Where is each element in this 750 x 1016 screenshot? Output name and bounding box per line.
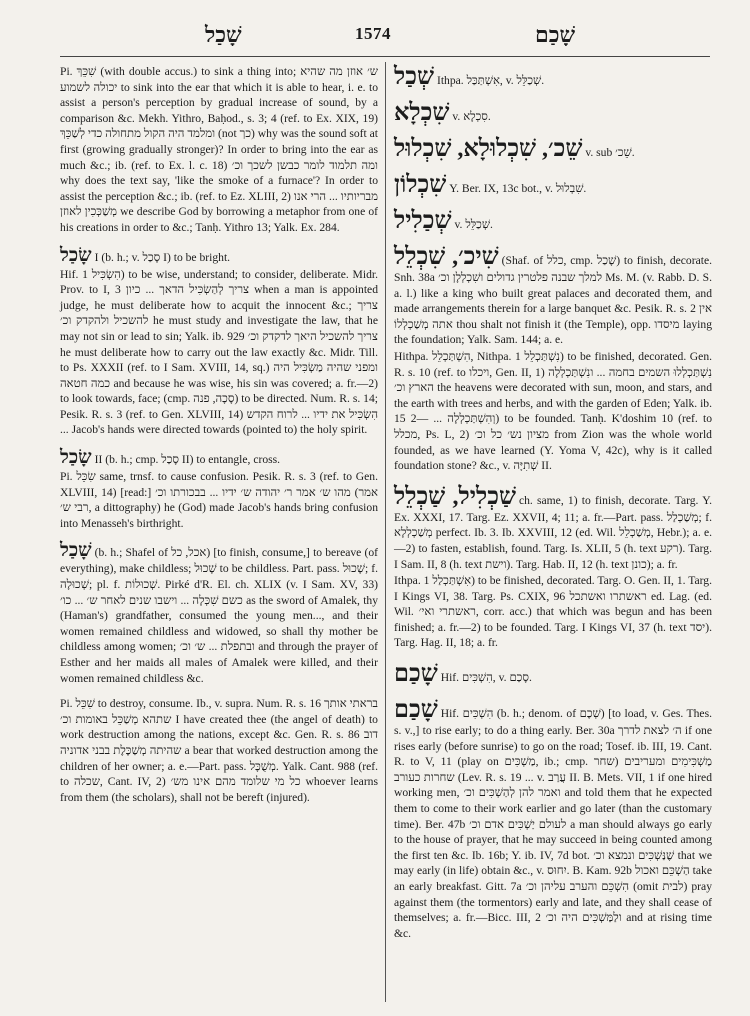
dictionary-entry xyxy=(394,697,712,941)
dictionary-entry xyxy=(394,208,712,234)
entry-paragraph xyxy=(394,661,712,687)
right-column xyxy=(394,64,712,951)
entry-paragraph xyxy=(394,697,712,941)
entry-paragraph xyxy=(60,541,378,686)
dictionary-entry xyxy=(394,64,712,90)
entry-headword: שִׁיכ׳, שִׁכְלֵל xyxy=(394,244,499,270)
column-divider xyxy=(385,62,386,1002)
entry-paragraph xyxy=(394,100,712,126)
entry-headword: שָׁכַם xyxy=(394,661,438,688)
dictionary-entry xyxy=(60,448,378,531)
dictionary-entry xyxy=(394,244,712,474)
entry-text: v. סִכְלָא. xyxy=(452,110,491,123)
entry-text: II (b. h.; cmp. סָכַל II) to entangle, cross. xyxy=(94,453,281,467)
entry-paragraph xyxy=(394,172,712,198)
entry-paragraph xyxy=(394,208,712,234)
entry-text: v. שְׁכַלֵּל. xyxy=(454,218,493,231)
entry-text: Ithpa. אִשְׁתַּכְלַל 1) to be finished, decorated. Targ. O. Gen. II, 1. Targ. I Kings VI, 38. Targ. Ps. CXIX, 96 ראשתרו ואשתכל ed. Lag. (ed. Wil. ראשתרי ואי׳, corr. acc.) that which was begun and has been finished; a. fr.—2) to be founded. Targ. I Kings VI, 37 (h. text יסד). Targ. Hag. II, 18; a. fr. xyxy=(394,574,713,650)
page-number: 1574 xyxy=(355,24,391,43)
dictionary-entry xyxy=(60,64,378,236)
entry-headword: שָׁכַם xyxy=(394,697,438,724)
entry-paragraph xyxy=(60,267,378,439)
entry-text: Hif. הִשְׁכִּים (b. h.; denom. of שְׁכֶם) [to load, v. Ges. Thes. s. v.,] to rise early; to do a thing early. Ber. 30a ה׳ לצאת לדרך if one rises early (before sunrise) to go on the road; Tosef. ib. III, 19. Cant. R. to V, 11 (play on מַשְׁכִּים, ib.; cmp. שחר) מַשְׁכִּימִים ומעריבים שחרות כעורב (Lev. R. s. 19 ... v. עֲרַב II. B. Mets. VII, 1 if one hired working men, ואמר להן לְהַשְׁכִּים וכ׳ and told them that he expected them to come to their work earlier and go later (than the customary time). Ber. 47b לעולם יַשְׁכִּים אדם וכ׳ a man should always go early to the house of prayer, that he may succeed in being counted among the first ten &c. Ib. 16b; Y. ib. IV, 7d bot. שֶׁנַּשְׁכִּים ונמצא וכ׳ that we may early (in life) obtain &c., v. יִחוּס. B. Kam. 92b הַשְׁכֵּם ואכול take an early breakfast. Gitt. 7a הִשְׁכֵּם והערב עליהן וכ׳ (omit לבית) pray against them (the tormentors) early and late, and they shall cease of themselves; a. fr.—Bicc. III, 2 ולַמַּשְׁכִּים היה וכ׳ and at rising time &c. xyxy=(394,707,713,940)
dictionary-entry xyxy=(60,696,378,805)
entry-headword: שֵׁכ׳, שִׁכְלוּלָא, שִׁכְלוּל xyxy=(394,136,583,162)
entry-text: Ithpa. אִשְׁתַּכַּל, v. שְׁכַלֵּל. xyxy=(436,74,545,87)
entry-headword: שָׂכַל xyxy=(60,244,92,266)
entry-paragraph xyxy=(60,64,378,236)
entry-text: Hif. הִשְׂכִּיל 1) to be wise, understand; to consider, deliberate. Midr. Prov. to I, 3 צריך לְהַשְׂכִּיל הדאך ... כיון when a man is appointed judge, he must deliberate how to acquit the innocent &c.; צריך להשכיל ולהקדק וכ׳ he must study and investigate the law, that he may not sin or lead to sin; Yalk. ib. 929 צריך להשכיל היאך לדקדק וכ׳ he must deliberate how to carry out the law exactly &c. Midr. Till. to Ps. XXXII (ref. to I Sam. XVIII, 14, sq.) ומפני שהיה מַשְׂכִּיל היה כמה חטאה and because he was wise, his sin was covered; a. fr.—2) to look towards, face; (cmp. סָכָה, פנה) to be directed. Num. R. s. 14; Pesik. R. s. 3 (ref. to Gen. XLVIII, 14) הִשְׂכִּיל את ידיו ... לרוח הקדש ... Jacob's hands were directed towards (pointed to) the holy spirit. xyxy=(60,267,379,437)
entry-headword: שַׁכְלִיל, שַׁכְלֵל xyxy=(394,483,516,510)
entry-headword: שָׁכַל xyxy=(60,540,92,562)
entry-headword: שִׁכְלוֹן xyxy=(394,172,447,198)
entry-text: v. sub שֵׁכ׳. xyxy=(585,146,635,159)
dictionary-entry xyxy=(60,246,378,439)
entry-text: Pi. שִׂכֵּל same, trnsf. to cause confusion. Pesik. R. s. 3 (ref. to Gen. XLVIII, 14) [read:] מהו ש׳ אמר ר׳ יהודה ש׳ ידיו ... בבכורתו וכ׳ (אמר רבי ש׳, a dittography) he (God) made Jacob's hands bring confusion into Menasseh's birthright. xyxy=(60,470,379,530)
entry-text: Y. Ber. IX, 13c bot., v. שִׁבְלוּל. xyxy=(449,182,587,195)
entry-paragraph xyxy=(394,136,712,162)
entry-text: Hithpa. הִשְׁתַּכְלֵל, Nithpa. נִשְׁתַּכְלֵל 1) to be finished, decorated. Gen. R. s. 10 (ref. to ויכלו, Gen. II, 1) נִשְׁתַּכְלְלוּ השמים בחמה ... ונִשְׁתַּכְלְלָה הארץ וכ׳ the heavens were decorated with sun, moon, and stars, and the earth with trees and herbs, and with the garden of Eden; Yalk. ib. 15 וְהִשְׁתַּכְלְלָה ... —2) to be founded. Tanḥ. K'doshim 10 (ref. to מכלל, Ps. L, 2) מציון נש׳ כל וכ׳ from Zion was the whole world founded, as we have learned (Y. Yoma V, 42c), why is it called foundation stone? &c., v. שְׁתִיָּה II. xyxy=(394,349,713,473)
entry-text: Hif. הִשְׁכִּים, v. סָכַם. xyxy=(440,671,532,685)
entry-paragraph xyxy=(394,349,712,474)
entry-text: I (b. h.; v. סָכַל I) to be bright. xyxy=(94,250,231,264)
entry-paragraph xyxy=(394,484,712,572)
entry-text: Pi. שִׁכֵּךְ (with double accus.) to sink a thing into; ש׳ אוזן מה שהיא יכולה לשמוע to sink into the ear that which it is able to hear, i. e. to assist a person's perception by gradual increase of sound, by a comparison &c. Mekh. Yithro, Baḥod., s. 3; 4 (ref. to Ex. XIX, 19) ומלמד היה הקול מתחולה כדי לְשַׁכֵּךְ (not כך) why was the sound soft at first (growing gradually stronger)? In order to bring into the ear as much &c.; ib. (ref. to Ex. l. c. 18) ומה תלמוד לומר כבשן לשכך וכ׳ why does the text say, 'like the smoke of a furnace'? In order to assist the perception &c.; ib. (ref. to Ez. XLIII, 2) מבריותיו ... הרי אנו מְשַׁכְּכִין לאוזן we describe God by borrowing a metaphor from one of his creations in order to &c.; Tanḥ. Yithro 13; Yalk. Ex. 284. xyxy=(60,65,379,234)
dictionary-entry xyxy=(394,172,712,198)
entry-paragraph xyxy=(394,244,712,348)
entry-paragraph xyxy=(60,246,378,266)
entry-paragraph xyxy=(60,469,378,531)
entry-paragraph xyxy=(60,448,378,468)
dictionary-entry xyxy=(394,136,712,162)
left-column xyxy=(60,64,378,815)
entry-text: Pi. שִׁכֵּל to destroy, consume. Ib., v. supra. Num. R. s. 16 בראתי אותך שתהא מְשַׁכֵּל באומות וכ׳ I have created thee (the angel of death) to work destruction among the nations, except &c. Gen. R. s. 86 דוב שהיתה מְשַׁכֶּלֶת בבני אדוניה a bear that worked destruction among the children of her owner; a. e.—Part. pass. מְשֻׁכָּל. Yalk. Cant. 988 (ref. to שכלה, Cant. IV, 2) כל מי שלומד מהם אינו מש׳ whoever learns from them (the scholars), shall not be bereft (injured). xyxy=(60,697,378,804)
entry-paragraph xyxy=(394,64,712,90)
left-guide-word: שָׁכַל xyxy=(205,22,242,47)
entry-headword: שְׁכַל xyxy=(394,64,434,90)
entry-paragraph xyxy=(394,573,712,651)
right-guide-word: שָׁכַם xyxy=(535,22,576,47)
entry-headword: שִׁכְלָא xyxy=(394,100,450,126)
entry-headword: שָׂכַל xyxy=(60,447,92,469)
entry-text: (b. h.; Shafel of אכל, כל) [to finish, consume,] to bereave (of everything), make childless; שָׁכוּל to be childless. Part. pass. שָׁכוּל; f. שְׁכוּלָה; pl. f. שְׁכוּלוֹת. Pirké d'R. El. ch. XLIX (v. I Sam. XV, 33) כשם שִׁכְּלָה ... וישבו שנים לאחר ש׳ ... כו׳ as the sword of Amalek, thy (Haman's) grandfather, consumed the young men..., and their women remained childless and widowed, so shall thy mother be childless among women; ובתפלת ... ש׳ וכ׳ and through the prayer of Esther and her maids all males of Amalek were killed, and their women remained childless &c. xyxy=(60,546,379,685)
dictionary-entry xyxy=(394,100,712,126)
entry-text: (Shaf. of כלל, cmp. שָׁכַל) to finish, decorate. Snh. 38a למלך שבנה פלטרין גדולים ושִׁכְלְלָן וכ׳ Ms. M. (v. Rabb. D. S. a. l.) like a king who built great palaces and decorated them, and made arrangements therein for a large banquet &c. Pesik. R. s. 2 אין אתה מְשַׁכְלְלוֹ thou shalt not finish it (the Temple), opp. מיסדו laying the foundation; Yalk. Sam. 144; a. e. xyxy=(394,254,713,347)
entry-headword: שְׁכַלִיל xyxy=(394,208,452,234)
entry-paragraph xyxy=(60,696,378,805)
dictionary-entry xyxy=(60,541,378,686)
dictionary-entry xyxy=(394,661,712,687)
dictionary-entry xyxy=(394,484,712,651)
running-header xyxy=(0,14,750,50)
entry-text: ch. same, 1) to finish, decorate. Targ. Y. Ex. XXXI, 17. Targ. Ez. XXVII, 4; 11; a. fr.—Part. pass. מְשַׁכְלַל; f. מְשַׁכְלְלָא perfect. Ib. 3. Ib. XXVIII, 12 (ed. Wil. מְשַׁכְלֵל, Hebr.); a. e.—2) to fasten, establish, found. Targ. Is. XLII, 5 (h. text רקע). Targ. I Sam. II, 8 (h. text וישת). Targ. Hab. II, 12 (h. text כונן); a. fr. xyxy=(394,493,712,571)
header-rule xyxy=(60,56,710,57)
